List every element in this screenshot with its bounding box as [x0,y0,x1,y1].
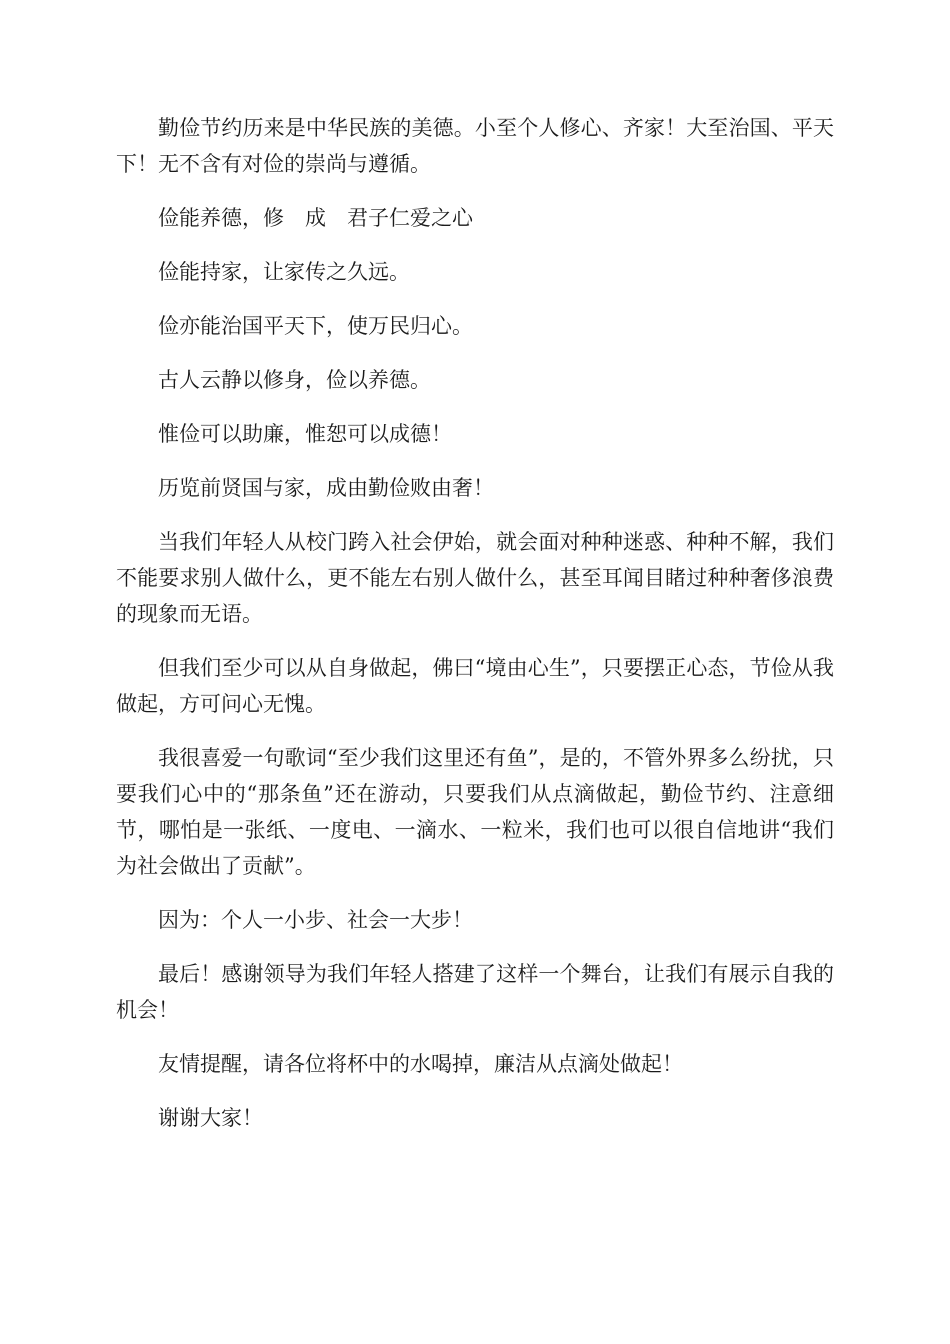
paragraph-1: 勤俭节约历来是中华民族的美德。小至个人修心、齐家！大至治国、平天下！无不含有对俭的崇尚与遵循。 [116,116,834,176]
paragraph-8: 当我们年轻人从校门跨入社会伊始，就会面对种种迷惑、种种不解，我们不能要求别人做什么，更不能左右别人做什么，甚至耳闻目睹过种种奢侈浪费的现象而无语。 [116,530,834,626]
paragraph-13: 友情提醒，请各位将杯中的水喝掉，廉洁从点滴处做起！ [158,1052,683,1076]
paragraph-5: 古人云静以修身，俭以养德。 [158,368,431,392]
paragraph-4: 俭亦能治国平天下，使万民归心。 [158,314,473,338]
paragraph-2: 俭能养德，修 成 君子仁爱之心 [158,206,473,230]
paragraph-6: 惟俭可以助廉，惟恕可以成德！ [158,422,452,446]
paragraph-11: 因为：个人一小步、社会一大步！ [158,908,473,932]
paragraph-3: 俭能持家，让家传之久远。 [158,260,410,284]
paragraph-9: 但我们至少可以从自身做起，佛曰“境由心生”，只要摆正心态，节俭从我做起，方可问心无愧。 [116,656,834,716]
paragraph-10: 我很喜爱一句歌词“至少我们这里还有鱼”，是的，不管外界多么纷扰，只要我们心中的“那条鱼”还在游动，只要我们从点滴做起，勤俭节约、注意细节，哪怕是一张纸、一度电、一滴水、一粒米，我们也可以很自信地讲“我们为社会做出了贡献”。 [116,746,834,878]
paragraph-14: 谢谢大家！ [158,1106,263,1130]
paragraph-12: 最后！感谢领导为我们年轻人搭建了这样一个舞台，让我们有展示自我的机会！ [116,962,834,1022]
paragraph-7: 历览前贤国与家，成由勤俭败由奢！ [158,476,494,500]
document-body [116,110,834,1154]
